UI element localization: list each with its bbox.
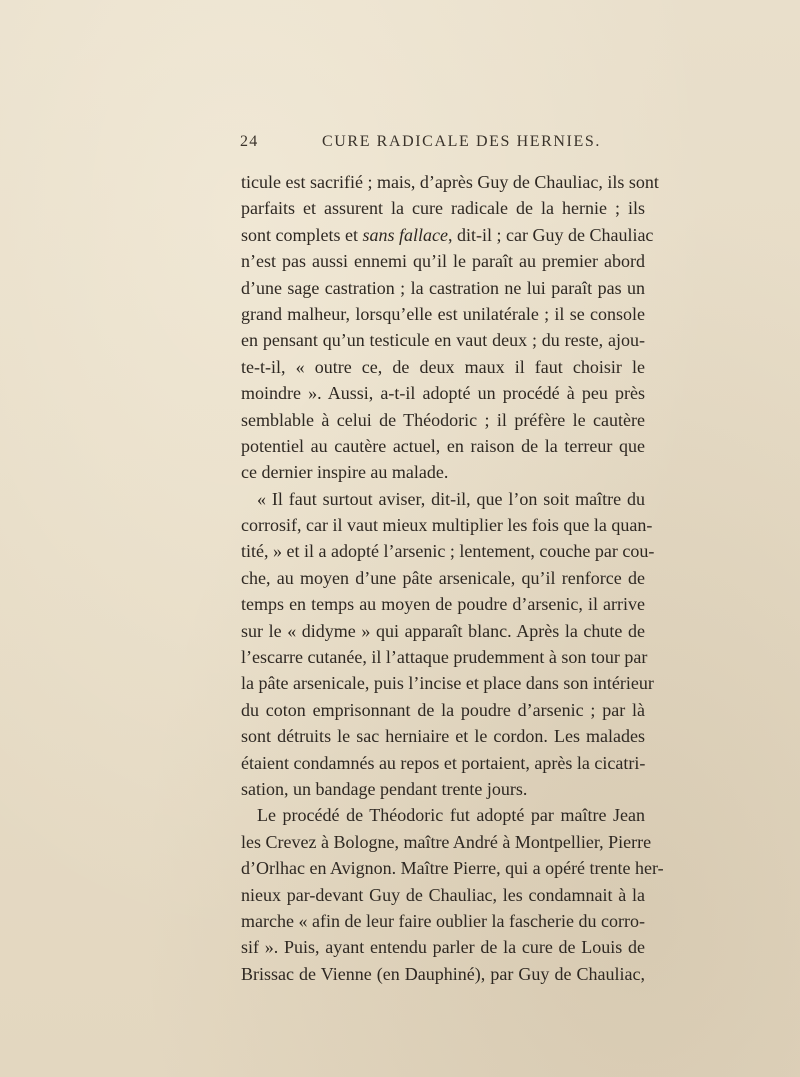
page-number: 24	[240, 133, 259, 150]
text-line: ce dernier inspire au malade.	[241, 462, 449, 483]
text-line: che, au moyen d’une pâte arsenicale, qu’il renforce de	[241, 567, 645, 588]
text-line: l’escarre cutanée, il l’attaque prudemment à son tour par	[241, 647, 648, 668]
text-line: étaient condamnés au repos et portaient, après la cicatri-	[241, 752, 646, 773]
text-line: d’une sage castration ; la castration ne lui paraît pas un	[241, 277, 645, 298]
body-text	[241, 169, 664, 987]
text-line: Le procédé de Théodoric fut adopté par maître Jean	[257, 805, 645, 826]
text-line: grand malheur, lorsqu’elle est unilatérale ; il se console	[241, 303, 645, 324]
text-line: marche « afin de leur faire oublier la fascherie du corro-	[241, 910, 645, 931]
text-line: sont détruits le sac herniaire et le cordon. Les malades	[241, 726, 645, 747]
text-line: d’Orlhac en Avignon. Maître Pierre, qui a opéré trente her-	[241, 858, 664, 879]
page-header	[240, 133, 645, 157]
text-line: Brissac de Vienne (en Dauphiné), par Guy de Chauliac,	[241, 963, 645, 984]
text-line: sation, un bandage pendant trente jours.	[241, 778, 528, 799]
text-line: semblable à celui de Théodoric ; il préfère le cautère	[241, 409, 645, 430]
running-title: CURE RADICALE DES HERNIES.	[322, 133, 601, 150]
text-line: te-t-il, « outre ce, de deux maux il faut choisir le	[241, 356, 645, 377]
text-line: du coton emprisonnant de la poudre d’arsenic ; par là	[241, 699, 645, 720]
text-line: n’est pas aussi ennemi qu’il le paraît au premier abord	[241, 251, 645, 272]
text-line: sont complets et sans fallace, dit-il ; car Guy de Chauliac	[241, 224, 654, 245]
text-line: ticule est sacrifié ; mais, d’après Guy de Chauliac, ils sont	[241, 172, 659, 192]
text-line: nieux par-devant Guy de Chauliac, les condamnait à la	[241, 884, 645, 905]
text-line: corrosif, car il vaut mieux multiplier les fois que la quan-	[241, 515, 653, 536]
text-line: les Crevez à Bologne, maître André à Montpellier, Pierre	[241, 831, 652, 852]
text-line: parfaits et assurent la cure radicale de la hernie ; ils	[241, 198, 645, 219]
text-line: moindre ». Aussi, a-t-il adopté un procédé à peu près	[241, 383, 645, 404]
text-line: sif ». Puis, ayant entendu parler de la cure de Louis de	[241, 937, 645, 958]
text-line: potentiel au cautère actuel, en raison de la terreur que	[241, 435, 645, 456]
text-line: la pâte arsenicale, puis l’incise et place dans son intérieur	[241, 673, 654, 694]
text-line: temps en temps au moyen de poudre d’arsenic, il arrive	[241, 594, 645, 615]
text-line: en pensant qu’un testicule en vaut deux ; du reste, ajou-	[241, 330, 645, 351]
text-line: « Il faut surtout aviser, dit-il, que l’on soit maître du	[257, 488, 645, 509]
text-line: sur le « didyme » qui apparaît blanc. Après la chute de	[241, 620, 645, 641]
text-line: tité, » et il a adopté l’arsenic ; lentement, couche par cou-	[241, 541, 655, 562]
